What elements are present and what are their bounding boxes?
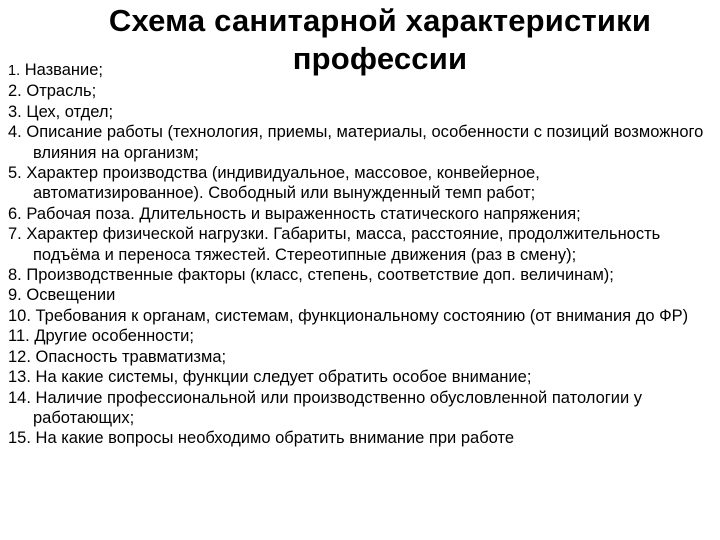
item-number: 11. — [8, 327, 30, 346]
list-item — [8, 204, 714, 224]
list-item — [8, 163, 714, 204]
list-item — [8, 122, 714, 163]
title-line-1: Схема санитарной характеристики — [108, 3, 652, 38]
list-item — [8, 388, 714, 429]
list-item — [8, 60, 714, 81]
list-item — [8, 102, 714, 122]
list-item — [8, 367, 714, 387]
item-list — [8, 60, 714, 449]
item-text: Рабочая поза. Длительность и выраженность статического напряжения; — [26, 204, 581, 223]
list-item — [8, 428, 714, 448]
item-number: 12. — [8, 347, 31, 366]
item-number: 10. — [8, 306, 31, 325]
item-text: Наличие профессиональной или производственно обусловленной патологии у работающих; — [33, 388, 643, 427]
item-text: Отрасль; — [26, 82, 97, 101]
item-number: 15. — [8, 429, 31, 448]
item-number: 14. — [8, 388, 31, 407]
item-text: Цех, отдел; — [26, 102, 114, 121]
list-item — [8, 265, 714, 285]
list-item — [8, 347, 714, 367]
item-number: 4. — [8, 123, 22, 142]
item-text: Другие особенности; — [34, 327, 194, 346]
item-text: Освещении — [26, 286, 116, 305]
list-item — [8, 306, 714, 326]
item-number: 9. — [8, 286, 22, 305]
item-text: Характер физической нагрузки. Габариты, масса, расстояние, продолжительность подъёма и переноса тяжестей. Стереотипные движения (раз в смену); — [26, 225, 661, 264]
item-number: 6. — [8, 204, 22, 223]
list-item — [8, 326, 714, 346]
list-item — [8, 224, 714, 265]
item-text: Характер производства (индивидуальное, массовое, конвейерное, автоматизированное). Свободный или вынужденный темп работ; — [26, 164, 540, 203]
item-text: На какие вопросы необходимо обратить внимание при работе — [35, 429, 515, 448]
item-text: Требования к органам, системам, функциональному состоянию (от внимания до ФР) — [35, 306, 689, 325]
list-item — [8, 285, 714, 305]
item-number: 8. — [8, 266, 22, 285]
item-text: На какие системы, функции следует обратить особое внимание; — [35, 368, 532, 387]
item-number: 2. — [8, 82, 22, 101]
item-number: 1. — [8, 63, 21, 79]
item-text: Опасность травматизма; — [35, 347, 227, 366]
item-text: Производственные факторы (класс, степень, соответствие доп. величинам); — [26, 266, 614, 285]
item-text: Название; — [24, 61, 104, 79]
item-number: 5. — [8, 164, 22, 183]
item-number: 3. — [8, 102, 22, 121]
title-line-2: профессии — [292, 41, 468, 76]
item-number: 13. — [8, 368, 31, 387]
item-text: Описание работы (технология, приемы, материалы, особенности с позиций возможного влияния на организм; — [26, 123, 704, 162]
item-number: 7. — [8, 225, 22, 244]
list-item — [8, 81, 714, 101]
